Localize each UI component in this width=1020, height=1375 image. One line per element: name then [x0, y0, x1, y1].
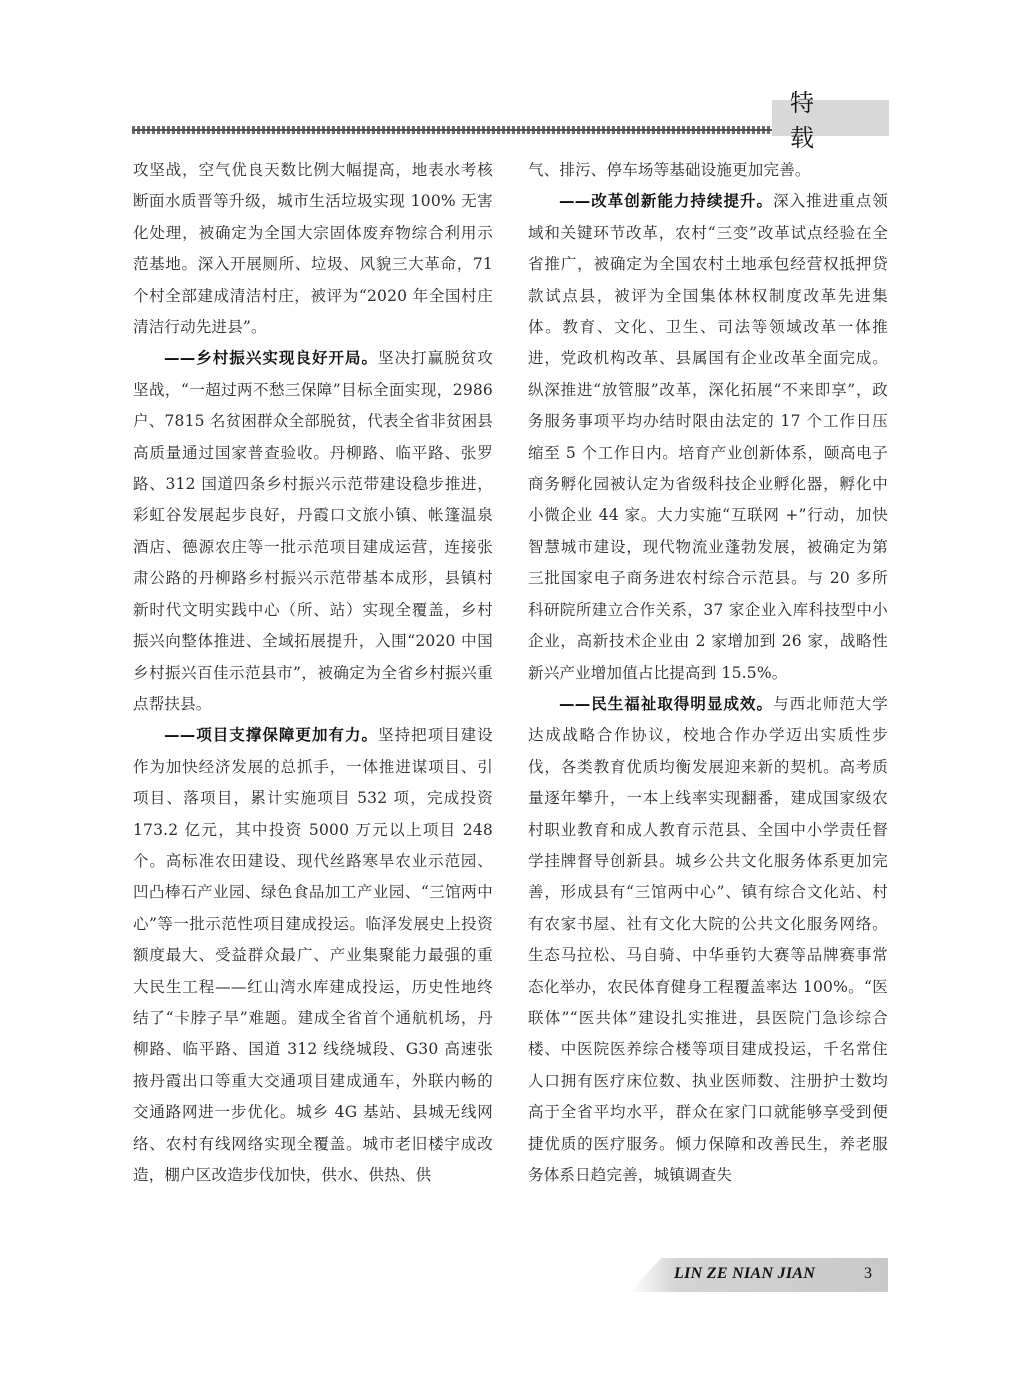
paragraph-heading: ——乡村振兴实现良好开局。	[164, 349, 379, 368]
paragraph-heading: ——项目支撑保障更加有力。	[164, 726, 379, 745]
paragraph: 气、排污、停车场等基础设施更加完善。	[528, 161, 811, 179]
paragraph: ——改革创新能力持续提升。深入推进重点领域和关键环节改革，农村“三变”改革试点经验在全省推广，被确定为全国农村土地承包经营权抵押贷款试点县，被评为全国集体林权制度改革先进集体。教育、文化、卫生、司法等领域改革一体推进，党政机构改革、县属国有企业改革全面完成。纵深推进“放管服”改革，深化拓展“不来即享”，政务服务事项平均办结时限由法定的 17 个工作日压缩至 5 个工作日内。培育产业创新体系，颐高电子商务孵化园被认定为省级科技企业孵化器，孵化中小微企业 44 家。大力实施“互联网 +”行动，加快智慧城市建设，现代物流业蓬勃发展，被确定为第三批国家电子商务进农村综合示范县。与 20 多所科研院所建立合作关系，37 家企业入库科技型中小企业，高新技术企业由 2 家增加到 26 家，战略性新兴产业增加值占比提高到 15.5%。	[528, 192, 888, 682]
paragraph: 攻坚战，空气优良天数比例大幅提高，地表水考核断面水质晋等升级，城市生活垃圾实现 100% 无害化处理，被确定为全国大宗固体废弃物综合利用示范基地。深入开展厕所、垃圾、风貌三大革命，71 个村全部建成清洁村庄，被评为“2020 年全国村庄清洁行动先进县”。	[133, 161, 493, 337]
section-label: 特 载	[772, 100, 889, 136]
journal-name: LIN ZE NIAN JIAN	[674, 1265, 816, 1282]
header-dotted-rule	[132, 126, 772, 134]
paragraph-heading: ——民生福祉取得明显成效。	[559, 694, 774, 713]
left-text-column	[133, 155, 493, 1191]
paragraph: ——民生福祉取得明显成效。与西北师范大学达成战略合作协议，校地合作办学迈出实质性步伐，各类教育优质均衡发展迎来新的契机。高考质量逐年攀升，一本上线率实现翻番，建成国家级农村职业教育和成人教育示范县、全国中小学责任督学挂牌督导创新县。城乡公共文化服务体系更加完善，形成县有“三馆两中心”、镇有综合文化站、村有农家书屋、社有文化大院的公共文化服务网络。生态马拉松、马自骑、中华垂钓大赛等品牌赛事常态化举办，农民体育健身工程覆盖率达 100%。“医联体”“医共体”建设扎实推进，县医院门急诊综合楼、中医院医养综合楼等项目建成投运，千名常住人口拥有医疗床位数、执业医师数、注册护士数均高于全省平均水平，群众在家门口就能够享受到便捷优质的医疗服务。倾力保障和改善民生，养老服务体系日趋完善，城镇调查失	[528, 694, 888, 1184]
right-text-column	[528, 155, 888, 1191]
paragraph-heading: ——改革创新能力持续提升。	[559, 192, 774, 211]
paragraph: ——乡村振兴实现良好开局。坚决打赢脱贫攻坚战，“一超过两不愁三保障”目标全面实现，2986 户、7815 名贫困群众全部脱贫，代表全省非贫困县高质量通过国家普查验收。丹柳路、临平路、张罗路、312 国道四条乡村振兴示范带建设稳步推进，彩虹谷发展起步良好，丹霞口文旅小镇、帐篷温泉酒店、德源农庄等一批示范项目建成运营，连接张肃公路的丹柳路乡村振兴示范带基本成形，县镇村新时代文明实践中心（所、站）实现全覆盖，乡村振兴向整体推进、全域拓展提升，入围“2020 中国乡村振兴百佳示范县市”，被确定为全省乡村振兴重点帮扶县。	[133, 349, 493, 713]
page-number: 3	[864, 1265, 872, 1282]
paragraph: ——项目支撑保障更加有力。坚持把项目建设作为加快经济发展的总抓手，一体推进谋项目、引项目、落项目，累计实施项目 532 项，完成投资 173.2 亿元，其中投资 5000 万元以上项目 248 个。高标准农田建设、现代丝路寒旱农业示范园、凹凸棒石产业园、绿色食品加工产业园、“三馆两中心”等一批示范性项目建成投运。临泽发展史上投资额度最大、受益群众最广、产业集聚能力最强的重大民生工程——红山湾水库建成投运，历史性地终结了“卡脖子旱”难题。建成全省首个通航机场，丹柳路、临平路、国道 312 线绕城段、G30 高速张掖丹霞出口等重大交通项目建成通车，外联内畅的交通路网进一步优化。城乡 4G 基站、县城无线网络、农村有线网络实现全覆盖。城市老旧楼宇成改造，棚户区改造步伐加快，供水、供热、供	[133, 726, 493, 1184]
